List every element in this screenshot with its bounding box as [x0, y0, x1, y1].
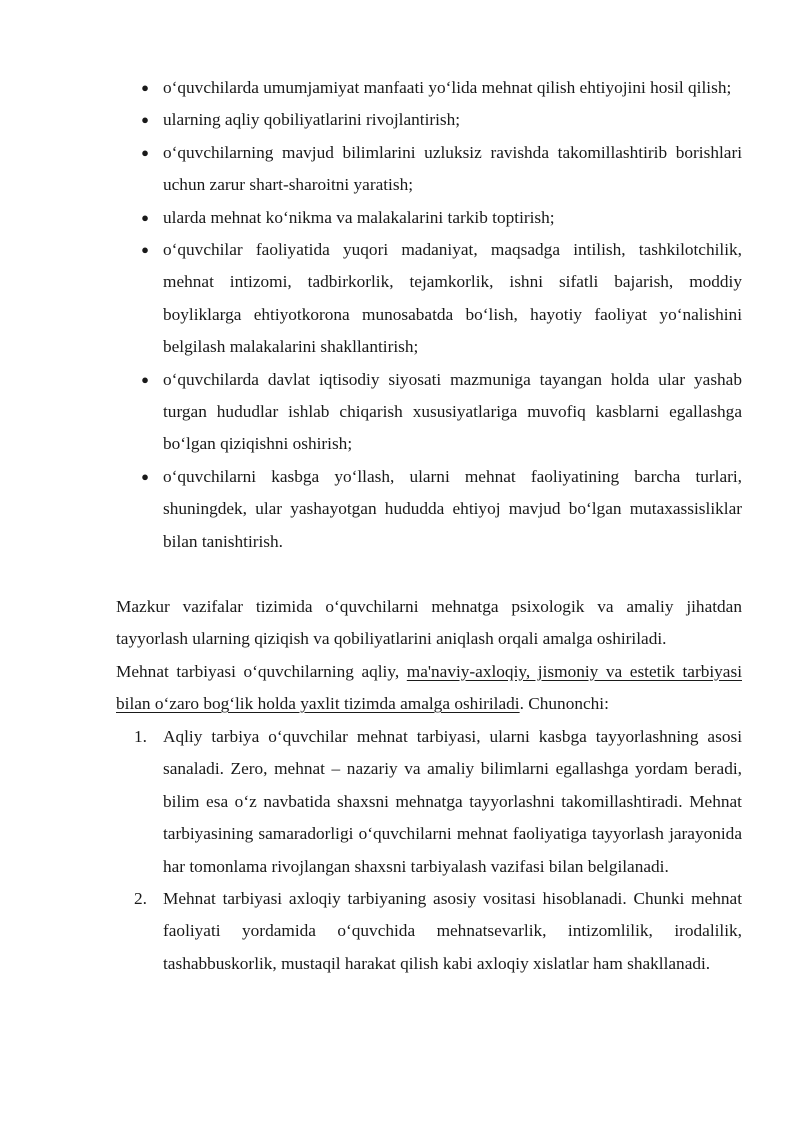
list-item-text: ularda mehnat ko‘nikma va malakalarini tarkib toptirish; — [163, 207, 555, 227]
list-item — [0, 461, 800, 558]
objectives-bullet-list — [0, 72, 800, 558]
paragraph-text: . Chunonchi: — [519, 694, 609, 714]
list-item — [0, 883, 800, 980]
list-item — [0, 202, 800, 234]
bullet-icon: ● — [141, 468, 149, 484]
bullet-icon: ● — [141, 242, 149, 258]
paragraph-text: Mehnat tarbiyasi o‘quvchilarning aqliy, — [116, 661, 407, 681]
list-item-text: ularning aqliy qobiliyatlarini rivojlantirish; — [163, 110, 461, 130]
list-item — [0, 364, 800, 461]
list-item-text: o‘quvchilarda umumjamiyat manfaati yo‘lida mehnat qilish ehtiyojini hosil qilish; — [163, 78, 732, 97]
numbered-list — [0, 721, 800, 980]
list-item — [0, 234, 800, 364]
list-item — [0, 72, 800, 104]
list-item-text: o‘quvchilarning mavjud bilimlarini uzluksiz ravishda takomillashtirib borishlari uchun zarur shart-sharoitni yaratish; — [163, 142, 742, 195]
list-number: 2. — [134, 889, 147, 909]
bullet-icon: ● — [141, 371, 149, 387]
list-item — [0, 104, 800, 136]
paragraph: Mazkur vazifalar tizimida o‘quvchilarni mehnatga psixologik va amaliy jihatdan tayyorlash ularning qiziqish va qobiliyatlarini aniqlash orqali amalga oshiriladi. — [116, 597, 742, 649]
bullet-icon: ● — [141, 209, 149, 225]
list-item-text: o‘quvchilarda davlat iqtisodiy siyosati mazmuniga tayangan holda ular yashab turgan hududlar ishlab chiqarish xususiyatlariga muvofiq kasblarni egallashga bo‘lgan qiziqishni oshirish; — [163, 369, 742, 454]
list-item-text: Mehnat tarbiyasi axloqiy tarbiyaning asosiy vositasi hisoblanadi. Chunki mehnat faoliyati yordamida o‘quvchida mehnatsevarlik, intizomlilik, irodalilik, tashabbuskorlik, mustaqil harakat qilish kabi axloqiy xislatlar ham shakllanadi. — [163, 889, 742, 973]
body-paragraphs — [0, 591, 800, 721]
underlined-text: ma'naviy-axloqiy, jismoniy va estetik tarbiyasi bilan o‘zaro bog‘lik holda yaxlit tizimda amalga oshiriladi — [116, 661, 742, 714]
list-number: 1. — [134, 727, 147, 746]
list-item — [0, 137, 800, 202]
list-item-text: o‘quvchilar faoliyatida yuqori madaniyat, maqsadga intilish, tashkilotchilik, mehnat intizomi, tadbirkorlik, tejamkorlik, ishni sifatli bajarish, moddiy boyliklarga ehtiyotkorona munosabatda bo‘lish, hayotiy faoliyat yo‘nalishini belgilash malakalarini shakllantirish; — [163, 240, 742, 357]
list-item-text: Aqliy tarbiya o‘quvchilar mehnat tarbiyasi, ularni kasbga tayyorlashning asosi sanaladi. Zero, mehnat – nazariy va amaliy bilimlarni egallashga yordam beradi, bilim esa o‘z navbatida shaxsni mehnatga tayyorlashni takomillashtiradi. Mehnat tarbiyasining samaradorligi o‘quvchilarni mehnat faoliyatiga tayyorlash jarayonida har tomonlama rivojlangan shaxsni tarbiyalash vazifasi bilan belgilanadi. — [163, 727, 742, 876]
paragraph — [0, 656, 800, 721]
bullet-icon: ● — [141, 112, 149, 128]
list-item — [0, 721, 800, 883]
list-item-text: o‘quvchilarni kasbga yo‘llash, ularni mehnat faoliyatining barcha turlari, shuningdek, ular yashayotgan hududda ehtiyoj mavjud bo‘lgan mutaxassisliklar bilan tanishtirish. — [163, 466, 742, 551]
bullet-icon: ● — [141, 80, 149, 95]
bullet-icon: ● — [141, 144, 149, 160]
